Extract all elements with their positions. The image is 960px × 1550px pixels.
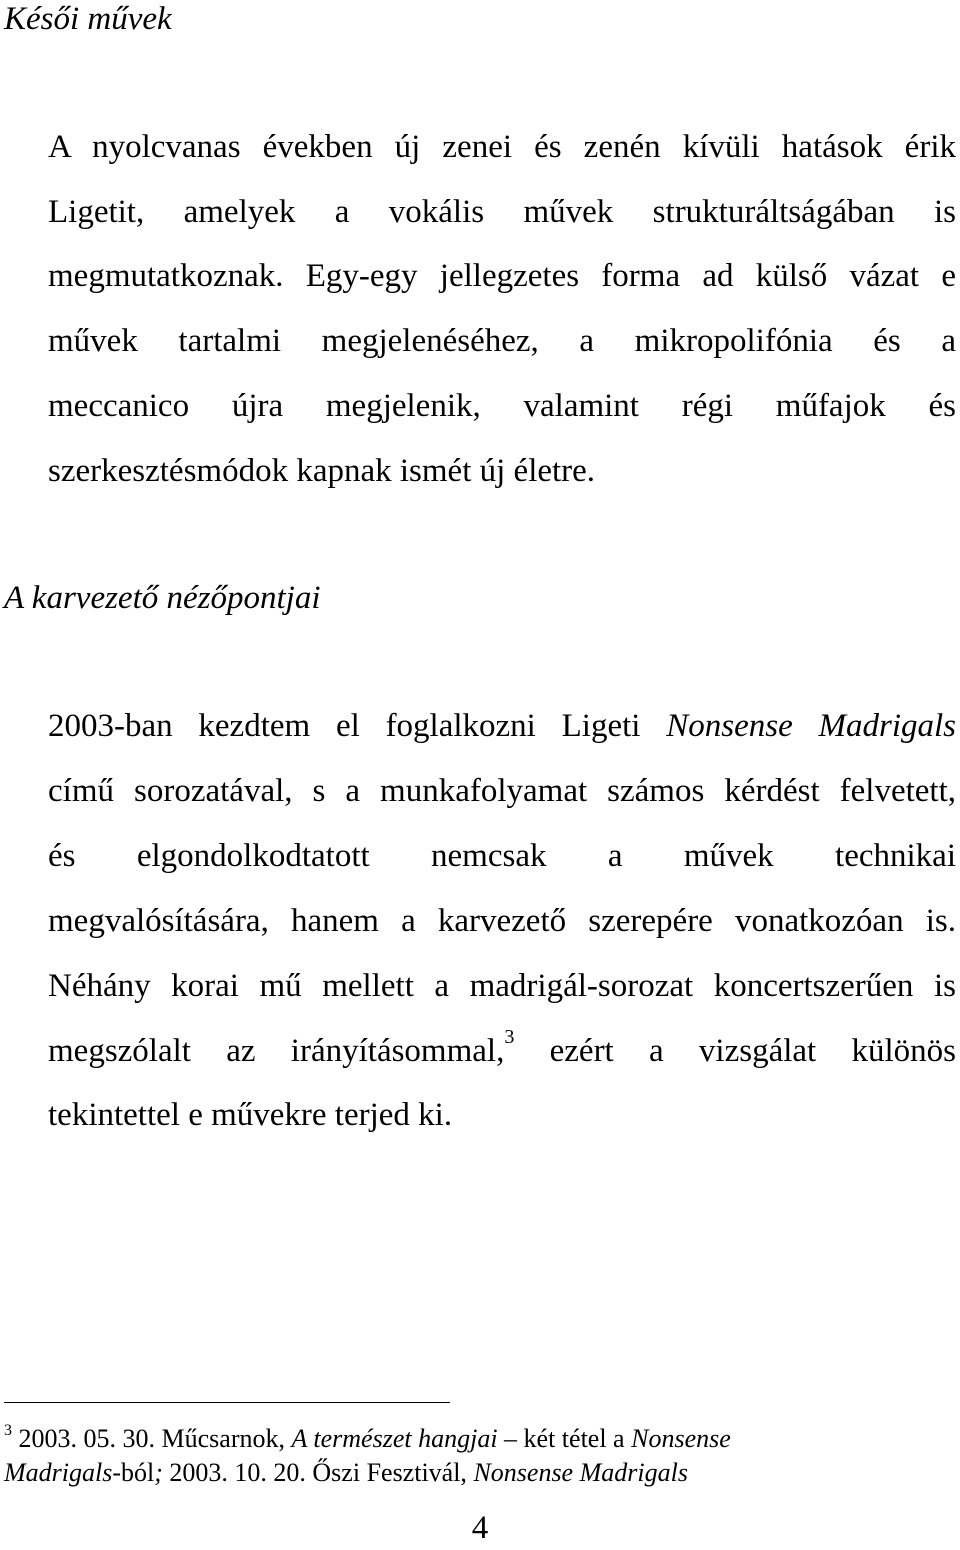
line-text: 2003-ban kezdtem el foglalkozni Ligeti: [48, 708, 641, 744]
footnote-text: – két tétel a: [504, 1424, 625, 1453]
footnote-work: Nonsense: [631, 1424, 731, 1453]
paragraph-line: [4, 1019, 956, 1084]
line-text: ezért a vizsgálat különös: [549, 1032, 956, 1069]
paragraph-line: című sorozatával, s a munkafolyamat számos kérdést felvetett,: [48, 772, 956, 809]
footnote-text: ;: [154, 1458, 163, 1487]
section-heading-conductor-viewpoints: A karvezető nézőpontjai: [4, 580, 321, 616]
paragraph-conductor: [4, 694, 956, 1148]
footnote: [4, 1422, 934, 1490]
paragraph-line: [4, 694, 956, 759]
footnote-text: -ból: [112, 1458, 155, 1487]
paragraph-line: A nyolcvanas években új zenei és zenén kívüli hatások érik: [48, 129, 956, 165]
paragraph-line: szerkesztésmódok kapnak ismét új életre.: [48, 452, 596, 489]
footnote-separator: [4, 1402, 450, 1403]
paragraph-line: művek tartalmi megjelenéséhez, a mikropolifónia és a: [48, 323, 956, 360]
paragraph-line: Ligetit, amelyek a vokális művek strukturáltságában is: [48, 193, 956, 230]
line-text: megszólalt az irányításommal,: [48, 1032, 505, 1069]
paragraph-line: meccanico újra megjelenik, valamint régi műfajok és: [48, 387, 956, 424]
footnote-line: [4, 1456, 934, 1490]
page-number: 4: [471, 1510, 489, 1546]
paragraph-line: és elgondolkodtatott nemcsak a művek technikai: [48, 837, 956, 874]
paragraph-late-works: [4, 115, 956, 503]
footnote-text: 2003. 10. 20. Őszi Fesztivál,: [169, 1458, 467, 1487]
footnote-line: [4, 1422, 934, 1456]
footnote-title: A természet hangjai: [291, 1424, 498, 1453]
section-heading-late-works: Késői művek: [4, 1, 172, 37]
paragraph-line: megvalósítására, hanem a karvezető szerepére vonatkozóan is.: [48, 902, 956, 939]
work-title: Nonsense Madrigals: [666, 708, 957, 744]
paragraph-line: Néhány korai mű mellett a madrigál-sorozat koncertszerűen is: [48, 967, 956, 1004]
footnote-work: Nonsense Madrigals: [473, 1458, 688, 1487]
paragraph-line: tekintettel e művekre terjed ki.: [48, 1097, 453, 1134]
footnote-text: 2003. 05. 30. Műcsarnok,: [18, 1424, 285, 1453]
footnote-number: 3: [4, 1422, 12, 1439]
paragraph-line: megmutatkoznak. Egy-egy jellegzetes forma ad külső vázat e: [48, 258, 956, 295]
footnote-work: Madrigals: [4, 1458, 113, 1487]
footnote-reference[interactable]: 3: [504, 1025, 515, 1048]
